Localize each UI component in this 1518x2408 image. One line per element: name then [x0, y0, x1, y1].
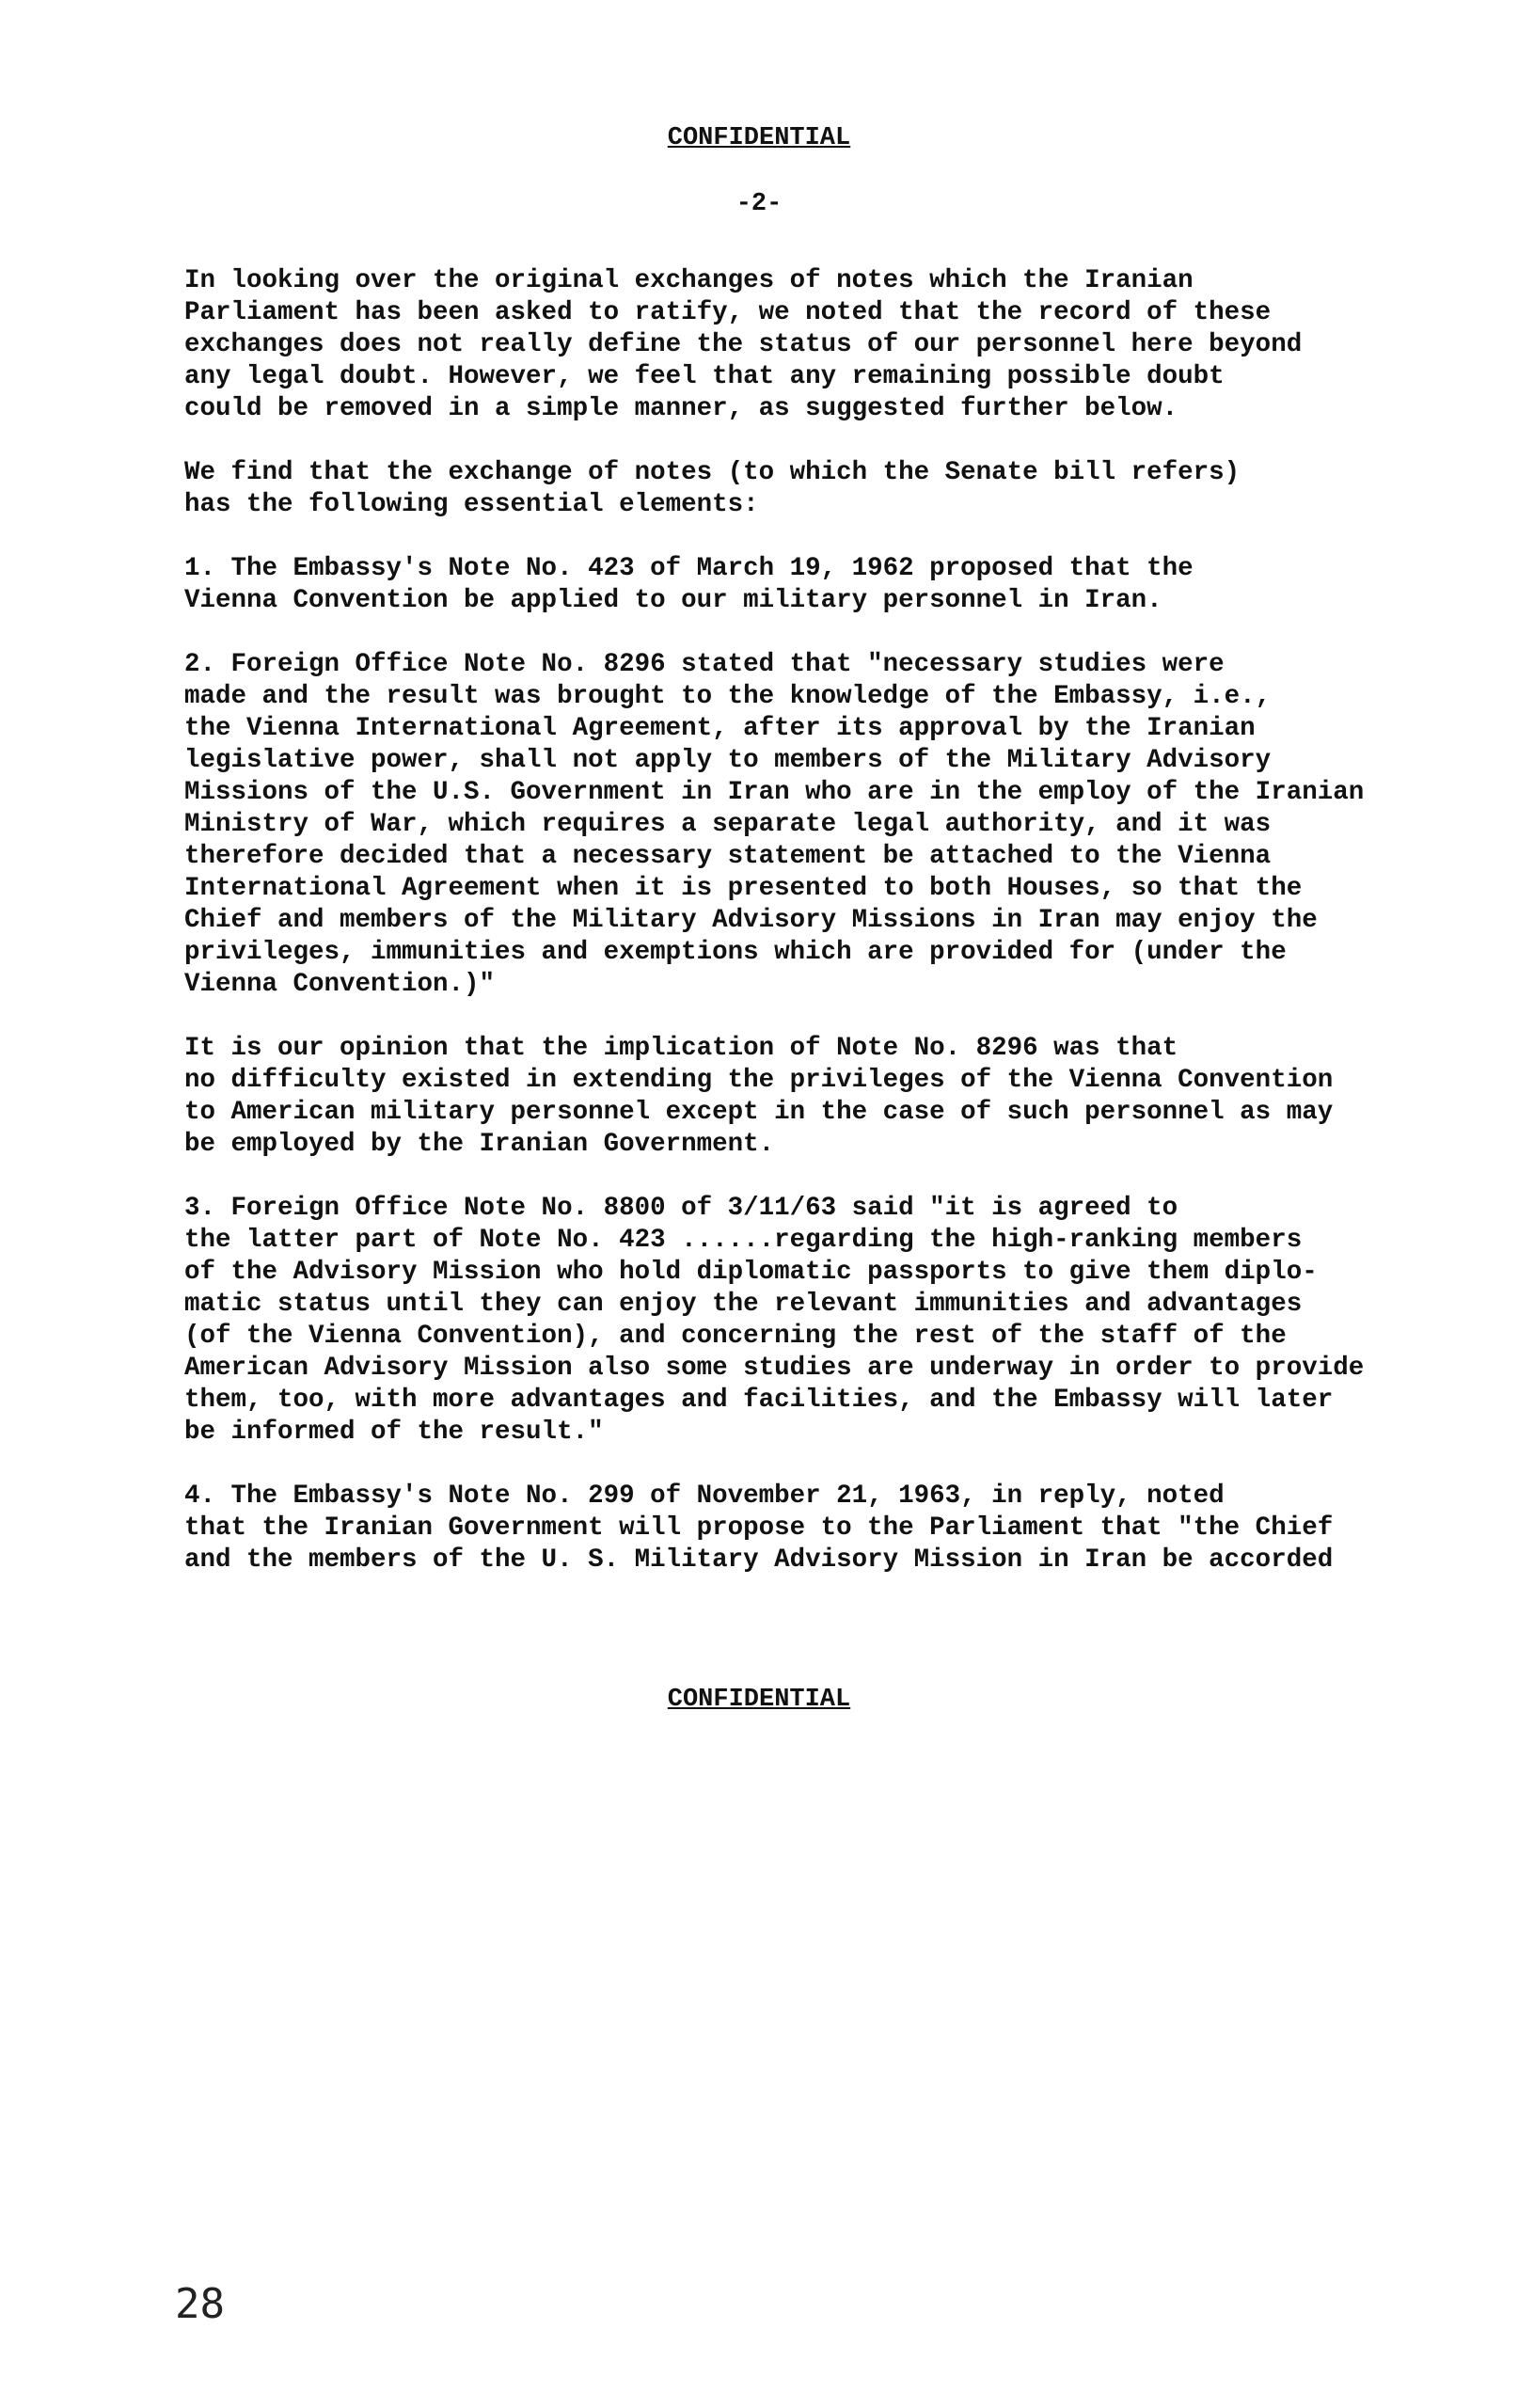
paragraph-intro: In looking over the original exchanges of notes which the Iranian Parliament has been asked to ratify, we noted that the record of these exchanges does not really define the status of our personnel here beyond any legal doubt. However, we feel that any remaining possible doubt could be removed in a simple manner, as suggested further below.	[184, 266, 1303, 423]
paragraph-opinion: It is our opinion that the implication of Note No. 8296 was that no difficulty existed in extending the privileges of the Vienna Convention to American military personnel except in the case of such personnel as may be employed by the Iranian Government.	[184, 1034, 1334, 1159]
paragraph-elements: We find that the exchange of notes (to which the Senate bill refers) has the following essential elements:	[184, 458, 1241, 519]
paragraph-item-3: 3. Foreign Office Note No. 8800 of 3/11/63 said "it is agreed to the latter part of Note No. 423 ......regarding the high-ranking members of the Advisory Mission who hold diplomatic passports to give them diplo- matic status until they can enjoy the relevant immunities and advantages (of the Vienna Convention), and concerning the rest of the staff of the American Advisory Mission also some studies are underway in order to provide them, too, with more advantages and facilities, and the Embassy will later be informed of the result."	[184, 1194, 1365, 1447]
classification-footer: CONFIDENTIAL	[667, 1686, 851, 1714]
document-body	[184, 265, 1407, 1608]
page-number: 28	[175, 2280, 225, 2328]
paragraph-item-4: 4. The Embassy's Note No. 299 of November 21, 1963, in reply, noted that the Iranian Government will propose to the Parliament that "the Chief and the members of the U. S. Military Advisory Mission in Iran be accorded	[184, 1481, 1334, 1575]
paragraph-item-2: 2. Foreign Office Note No. 8296 stated that "necessary studies were made and the result was brought to the knowledge of the Embassy, i.e., the Vienna International Agreement, after its approval by the Iranian legislative power, shall not apply to members of the Military Advisory Missions of the U.S. Government in Iran who are in the employ of the Iranian Ministry of War, which requires a separate legal authority, and it was therefore decided that a necessary statement be attached to the Vienna International Agreement when it is presented to both Houses, so that the Chief and members of the Military Advisory Missions in Iran may enjoy the privileges, immunities and exemptions which are provided for (under the Vienna Convention.)"	[184, 650, 1365, 999]
paragraph-item-1: 1. The Embassy's Note No. 423 of March 19, 1962 proposed that the Vienna Convention be applied to our military personnel in Iran.	[184, 554, 1194, 615]
classification-header: CONFIDENTIAL	[667, 124, 851, 152]
page-label: -2-	[735, 190, 783, 218]
